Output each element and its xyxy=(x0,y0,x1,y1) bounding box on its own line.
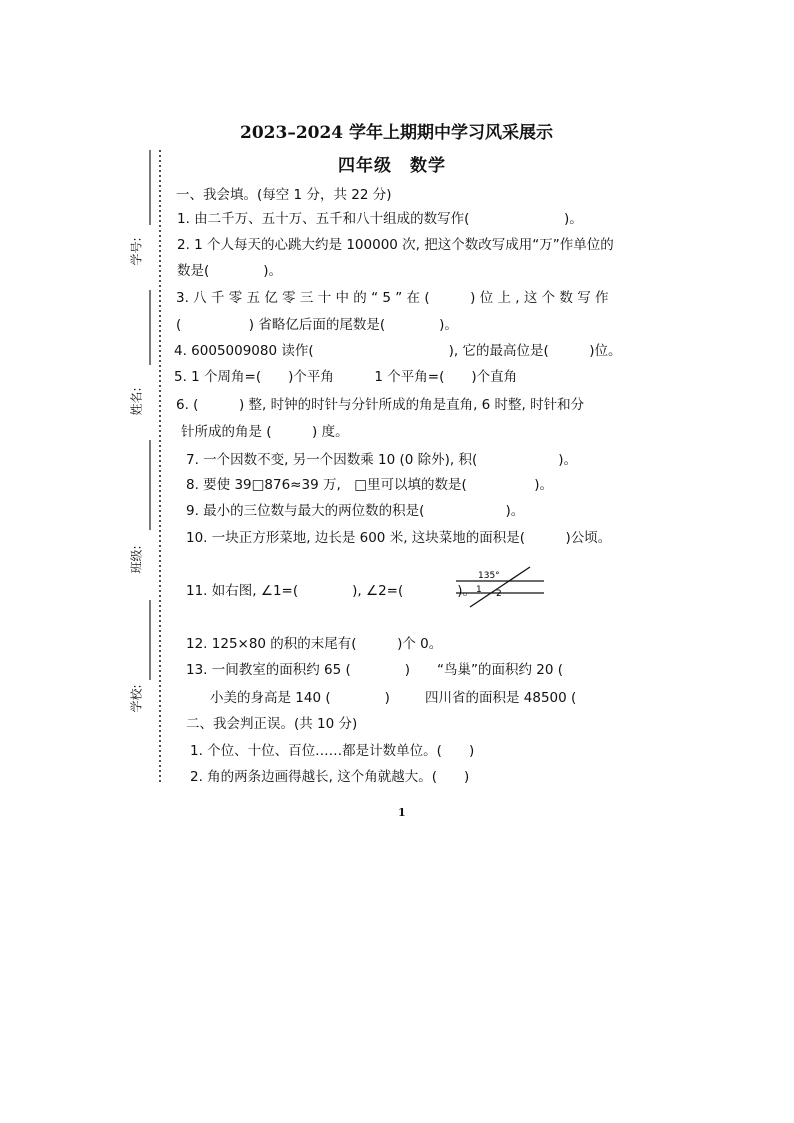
name-label: 姓名: xyxy=(129,387,144,416)
question-13-line2-left: 小美的身高是 140 ( ) xyxy=(210,690,390,706)
question-2-line1: 2. 1 个人每天的心跳大约是 100000 次, 把这个数改写成用“万”作单位的 xyxy=(177,237,614,253)
question-12: 12. 125×80 的积的末尾有( )个 0。 xyxy=(186,636,443,652)
q11-angle-1-label: 1 xyxy=(476,585,482,595)
question-3-line1: 3. 八 千 零 五 亿 零 三 十 中 的 “ 5 ” 在 ( ) 位 上 , 这 个 数 写 作 xyxy=(176,290,609,306)
q11-angle-figure xyxy=(452,565,552,610)
judgment-question-1: 1. 个位、十位、百位……都是计数单位。( ) xyxy=(190,743,475,759)
q11-angle-label: 135° xyxy=(478,571,500,581)
question-3-line2: ( ) 省略亿后面的尾数是( )。 xyxy=(176,317,458,333)
question-7: 7. 一个因数不变, 另一个因数乘 10 (0 除外), 积( )。 xyxy=(186,452,578,468)
page-subtitle: 四年级 数学 xyxy=(338,156,446,176)
student-no-label: 学号: xyxy=(129,237,144,266)
question-6-line2: 针所成的角是 ( ) 度。 xyxy=(181,424,349,440)
question-8: 8. 要使 39□876≈39 万, □里可以填的数是( )。 xyxy=(186,477,554,493)
question-1: 1. 由二千万、五十万、五千和八十组成的数写作( )。 xyxy=(177,211,583,227)
question-13-line2-right: 四川省的面积是 48500 ( xyxy=(425,690,577,706)
page-title: 2023–2024 学年上期期中学习风采展示 xyxy=(240,123,554,143)
question-13-line1-right: “鸟巢”的面积约 20 ( xyxy=(437,662,564,678)
section1-heading: 一、我会填。(每空 1 分，共 22 分) xyxy=(176,187,392,203)
class-label: 班级: xyxy=(129,545,144,574)
page-number: 1 xyxy=(398,806,406,819)
judgment-question-2: 2. 角的两条边画得越长, 这个角就越大。( ) xyxy=(190,769,470,785)
question-5: 5. 1 个周角=( )个平角 1 个平角=( )个直角 xyxy=(174,369,518,385)
school-label: 学校: xyxy=(129,684,144,713)
question-6-line1: 6. ( ) 整, 时钟的时针与分针所成的角是直角, 6 时整, 时针和分 xyxy=(176,397,585,413)
q11-angle-2-label: 2 xyxy=(496,589,502,599)
question-9: 9. 最小的三位数与最大的两位数的积是( )。 xyxy=(186,503,525,519)
section2-heading: 二、我会判正误。(共 10 分) xyxy=(186,716,358,732)
question-4: 4. 6005009080 读作( ), 它的最高位是( )位。 xyxy=(174,343,622,359)
question-13-line1-left: 13. 一间教室的面积约 65 ( ) xyxy=(186,662,411,678)
question-2-line2: 数是( )。 xyxy=(177,263,283,279)
question-11: 11. 如右图, ∠1=( ), ∠2=( )。 xyxy=(186,583,476,599)
question-10: 10. 一块正方形菜地, 边长是 600 米, 这块菜地的面积是( )公顷。 xyxy=(186,530,612,546)
